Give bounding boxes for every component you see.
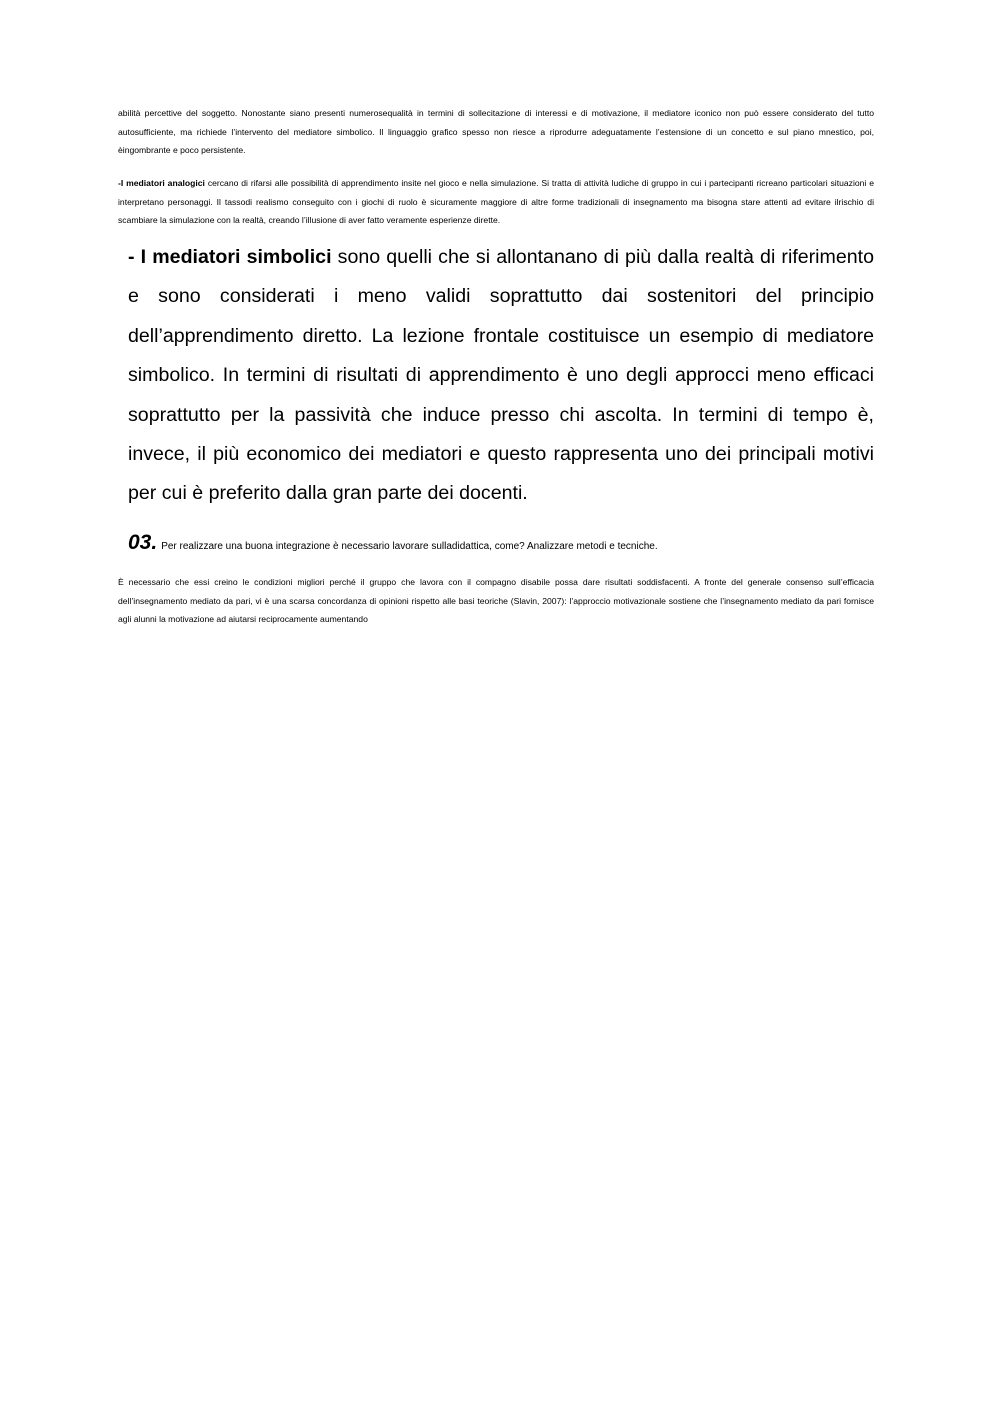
paragraph-peer-teaching [118,573,874,629]
paragraph-analog-mediators [118,174,874,230]
paragraph-lead: -I mediatori analogici [118,178,205,188]
paragraph-text: È necessario che essi creino le condizioni migliori perché il gruppo che lavora con il compagno disabile possa dare risultati soddisfacenti. A fronte del generale consenso sull’efficacia dell’insegnamento mediato da pari, vi è una scarsa concordanza di opinioni rispetto alle basi teoriche (Slavin, 2007): l’approccio motivazionale sostiene che l’insegnamento mediato da pari fornisce agli alunni la motivazione ad aiutarsi reciprocamente aumentando [118,577,874,624]
paragraph-text: sono quelli che si allontanano di più dalla realtà di riferimento e sono considerati i meno validi soprattutto dai sostenitori del principio dell’apprendimento diretto. La lezione frontale costituisce un esempio di mediatore simbolico. In termini di risultati di apprendimento è uno degli approcci meno efficaci soprattutto per la passività che induce presso chi ascolta. In termini di tempo è, invece, il più economico dei mediatori e questo rappresenta uno dei principali motivi per cui è preferito dalla gran parte dei docenti. [128,246,874,505]
paragraph-iconic-mediator [118,104,874,160]
question-text: Per realizzare una buona integrazione è necessario lavorare sulladidattica, come? Analizzare metodi e tecniche. [161,541,658,552]
paragraph-symbolic-mediators [128,238,874,514]
question-heading [128,531,874,555]
paragraph-text: abilità percettive del soggetto. Nonostante siano presenti numerosequalità in termini di sollecitazione di interessi e di motivazione, il mediatore iconico non può essere considerato del tutto autosufficiente, ma richiede l’intervento del mediatore simbolico. Il linguaggio grafico spesso non riesce a riprodurre adeguatamente l’estensione di un concetto e sul piano mnestico, poi, èingombrante e poco persistente. [118,108,874,155]
paragraph-text: cercano di rifarsi alle possibilità di apprendimento insite nel gioco e nella simulazione. Si tratta di attività ludiche di gruppo in cui i partecipanti ricreano particolari situazioni e interpretano personaggi. Il tassodi realismo conseguito con i giochi di ruolo è sicuramente maggiore di altre forme tradizionali di insegnamento ma bisogna stare attenti ad evitare ilrischio di scambiare la simulazione con la realtà, creando l’illusione di aver fatto veramente esperienze dirette. [118,178,874,225]
paragraph-lead: - I mediatori simbolici [128,246,332,268]
question-number: 03. [128,531,158,554]
